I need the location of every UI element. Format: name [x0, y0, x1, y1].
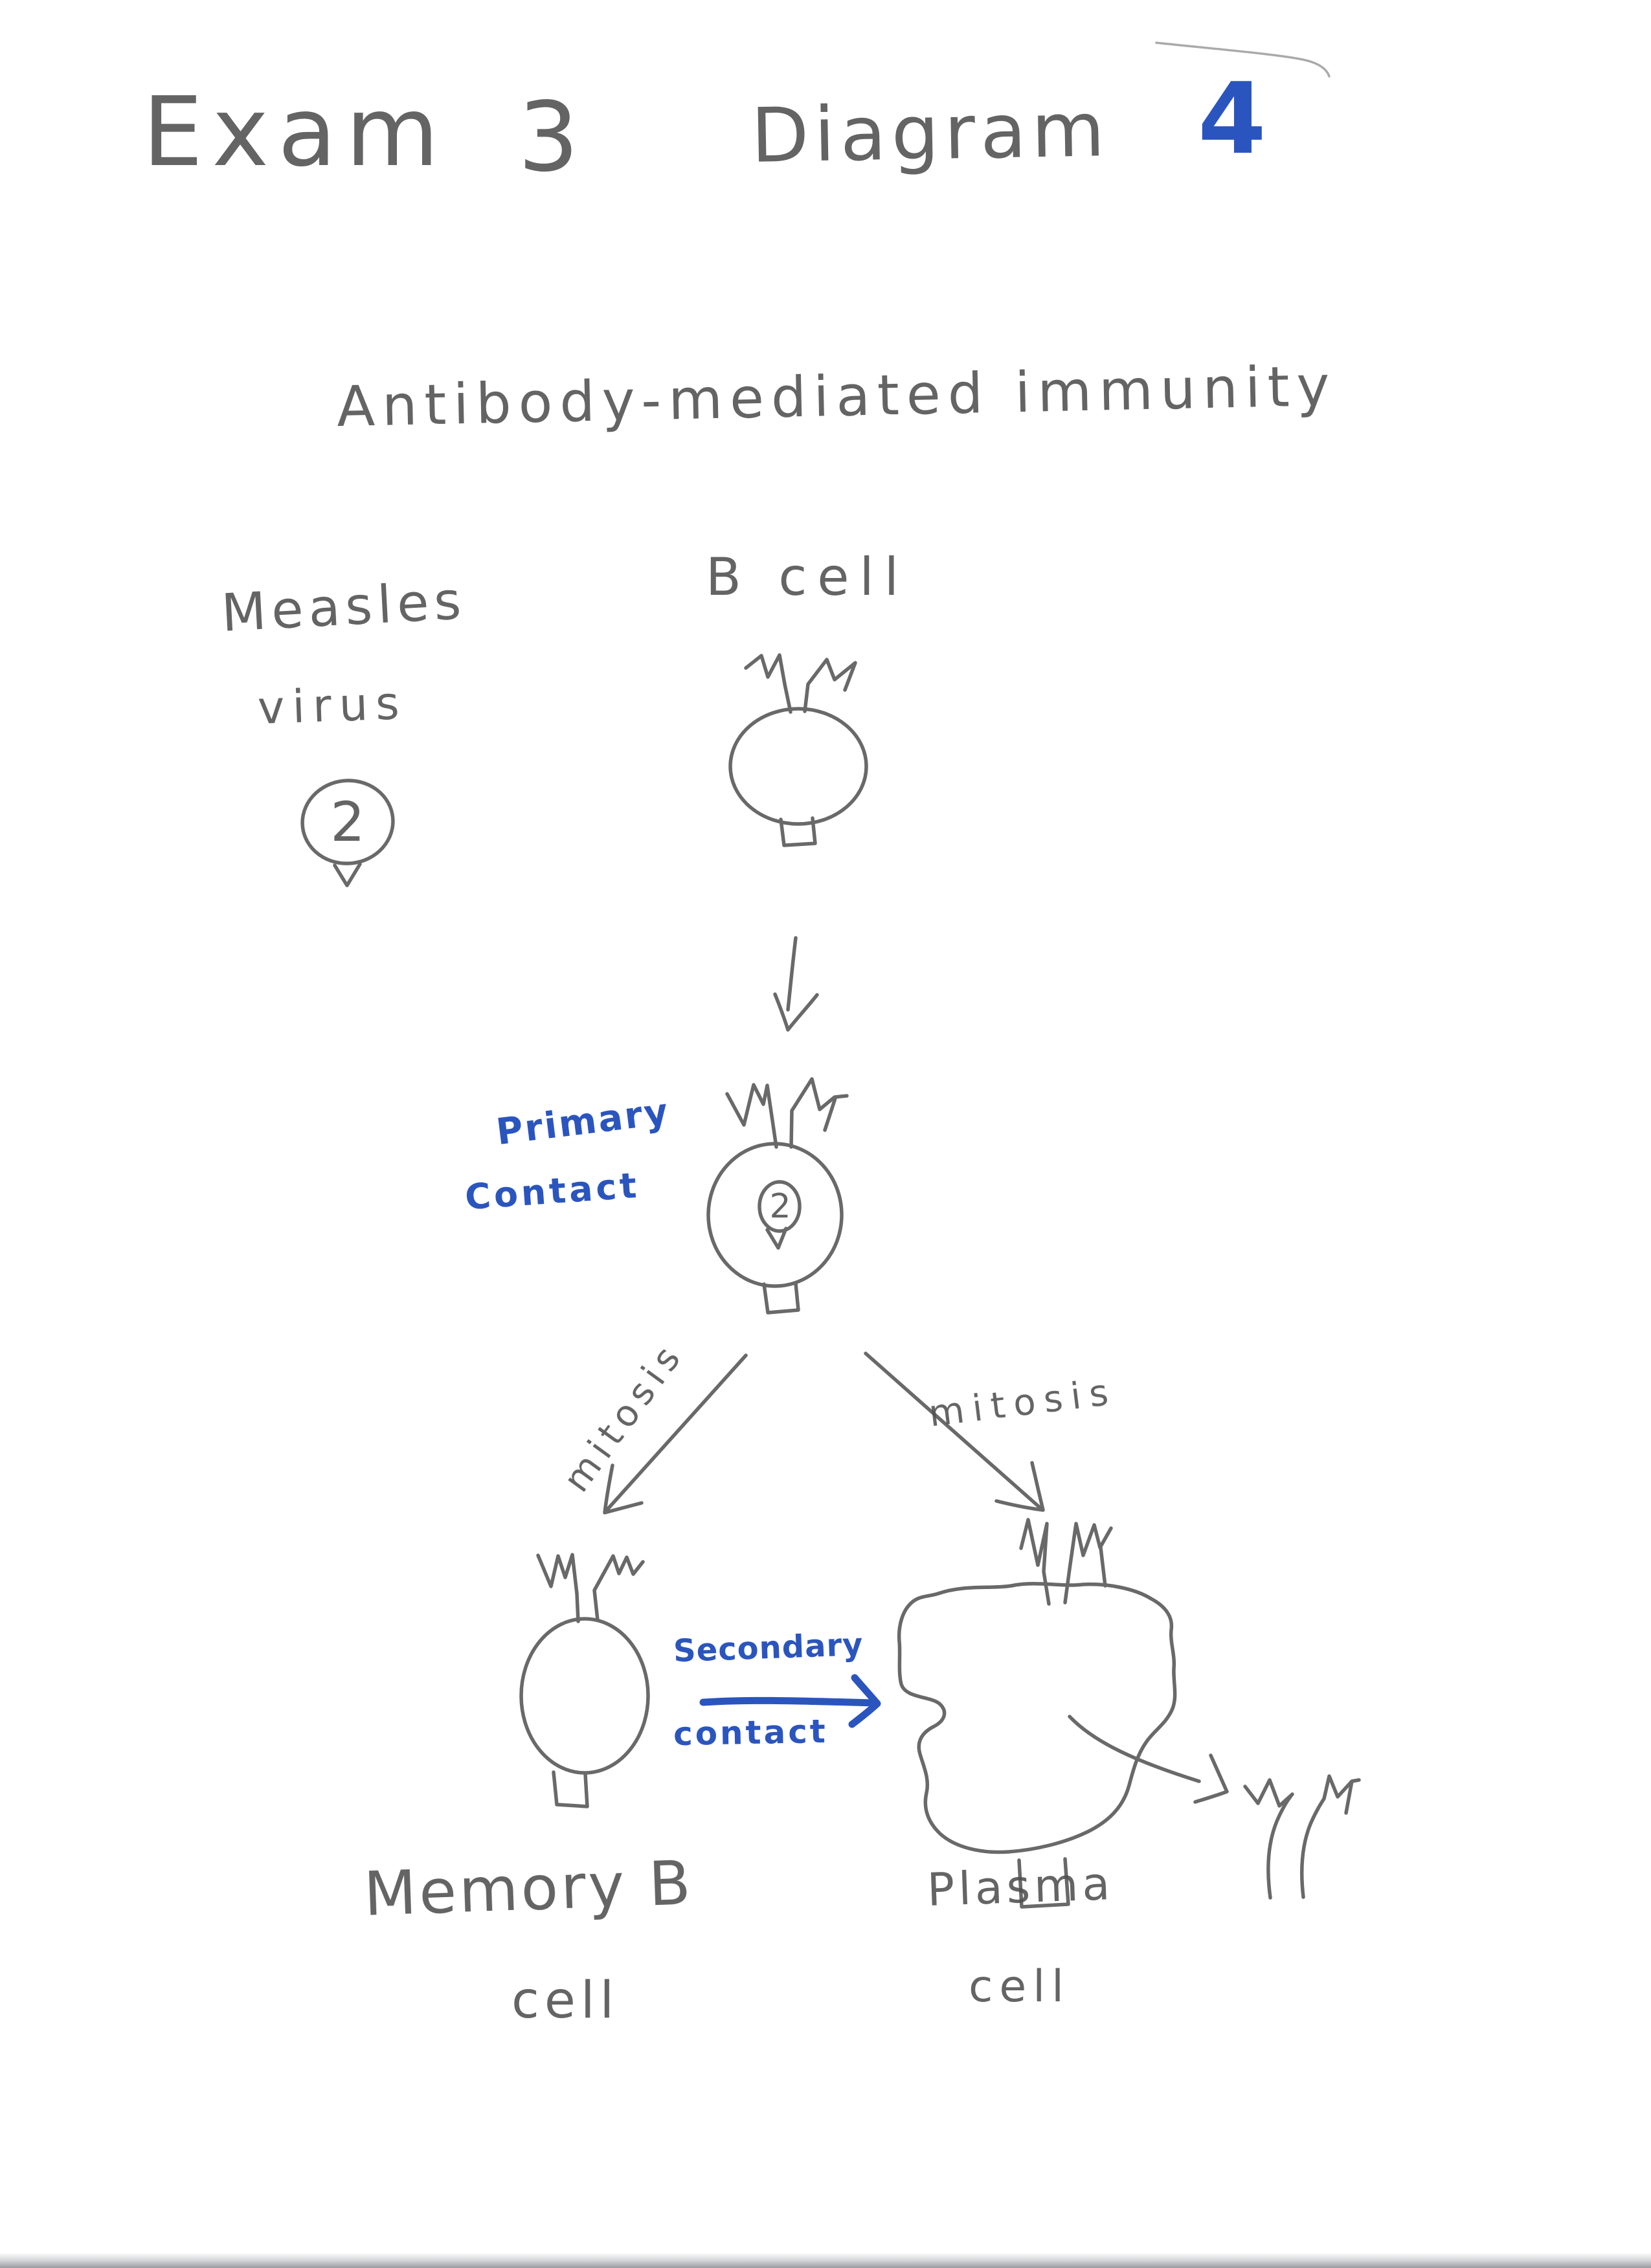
- scan-edge-shadow: [0, 2252, 1651, 2268]
- virus-spike-icon: [335, 864, 360, 885]
- antibody-icon: [1245, 1776, 1359, 1898]
- memory-cell-receptor-left-icon: [538, 1555, 578, 1621]
- mitosis-label-left: mitosis: [555, 1333, 693, 1500]
- virus-count-standalone: 2: [330, 790, 365, 854]
- primary-contact-label-line2: Contact: [464, 1164, 642, 1218]
- measles-label-line2: virus: [256, 676, 408, 735]
- primary-cell-tab: [764, 1284, 798, 1313]
- mitosis-label-right: mitosis: [927, 1370, 1119, 1436]
- diagram-title: Diagram: [750, 86, 1111, 180]
- b-cell-label: B cell: [706, 547, 909, 607]
- plasma-cell-label-line2: cell: [969, 1961, 1071, 2012]
- diagram-number: 4: [1198, 61, 1266, 176]
- exam-number: 3: [518, 82, 579, 193]
- plasma-cell-receptor-right-icon: [1065, 1524, 1111, 1603]
- memory-b-cell-label-line2: cell: [511, 1972, 620, 2030]
- secondary-contact-label-line1: Secondary: [673, 1626, 864, 1670]
- primary-cell-receptor-right-icon: [791, 1079, 847, 1147]
- plasma-cell-receptor-left-icon: [1021, 1520, 1049, 1604]
- virus-count-in-cell: 2: [769, 1187, 791, 1226]
- memory-cell-receptor-right-icon: [594, 1556, 643, 1620]
- secondary-contact-label-line2: contact: [673, 1712, 829, 1753]
- page-subtitle: Antibody-mediated immunity: [336, 353, 1338, 440]
- antibody-arrow-icon: [1070, 1717, 1227, 1802]
- memory-b-cell-shape: [521, 1555, 648, 1807]
- memory-cell-tab: [554, 1772, 587, 1807]
- plasma-cell-shape: [899, 1520, 1175, 1907]
- down-arrow-icon: [775, 938, 817, 1030]
- b-cell-shape: [730, 655, 866, 845]
- exam-title: Exam: [142, 76, 448, 188]
- plasma-cell-label-line1: Plasma: [926, 1856, 1115, 1917]
- memory-b-cell-label-line1: Memory B: [363, 1848, 695, 1930]
- b-cell-receptor-left-icon: [746, 655, 791, 712]
- primary-contact-label-line1: Primary: [493, 1090, 673, 1154]
- b-cell-receptor-right-icon: [805, 660, 855, 711]
- measles-label-line1: Measles: [219, 570, 468, 643]
- primary-cell-receptor-left-icon: [727, 1085, 776, 1147]
